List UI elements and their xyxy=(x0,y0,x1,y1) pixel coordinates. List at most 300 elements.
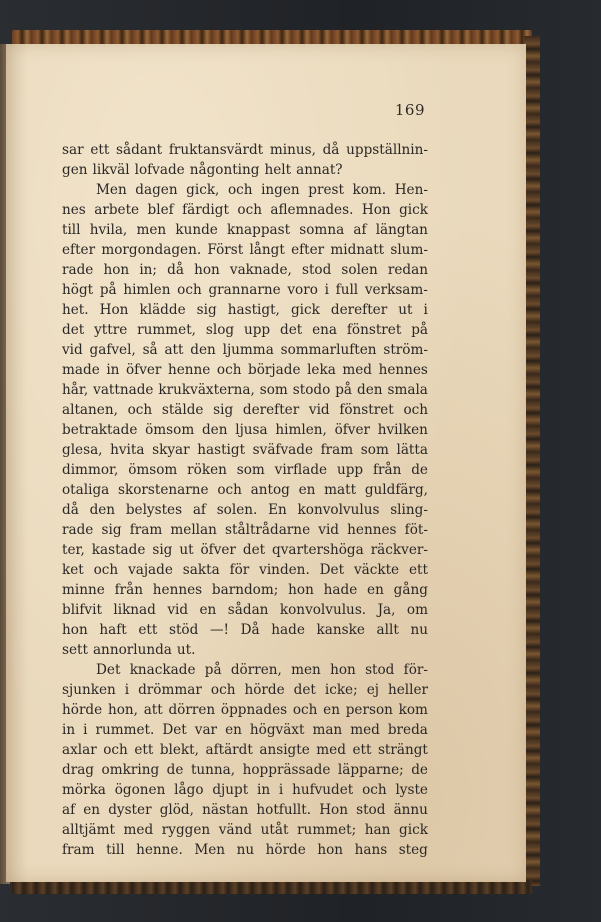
word: glöd, xyxy=(159,802,194,818)
word: i xyxy=(423,302,428,318)
word: grannarne xyxy=(208,282,281,298)
text-line xyxy=(62,200,428,220)
word: omkring xyxy=(101,762,160,778)
word: i xyxy=(324,282,329,298)
text-line xyxy=(62,220,428,240)
word: det xyxy=(62,322,85,338)
word: vid xyxy=(318,522,339,538)
word: och xyxy=(403,402,428,418)
word: hon xyxy=(288,582,314,598)
text-line xyxy=(62,340,428,360)
word: gång xyxy=(393,582,428,598)
word: upp xyxy=(243,322,271,338)
word: in xyxy=(256,782,271,798)
word: då xyxy=(322,142,340,158)
word: vid xyxy=(62,342,83,358)
word: röken xyxy=(187,462,227,478)
word: lyste xyxy=(395,782,428,798)
text-line xyxy=(62,380,428,400)
word: hufvudet xyxy=(292,782,354,798)
text-line xyxy=(62,800,428,820)
word: stod xyxy=(301,262,332,278)
word: aflemnades. xyxy=(270,202,354,218)
word: och xyxy=(362,782,387,798)
word: glesa, xyxy=(62,442,103,458)
word: redan xyxy=(387,262,428,278)
word: om xyxy=(406,602,428,618)
word: tunna, xyxy=(190,762,236,778)
word: ingen xyxy=(261,182,300,198)
word: Hen- xyxy=(394,182,428,198)
word: det xyxy=(242,542,266,558)
word: stöd xyxy=(168,622,199,638)
word: in xyxy=(106,362,120,378)
word: solen. xyxy=(216,502,258,518)
text-line xyxy=(62,540,428,560)
word: Hon xyxy=(99,302,129,318)
word: då xyxy=(62,502,79,518)
word: kom. xyxy=(352,182,387,198)
word: nu xyxy=(410,622,428,638)
word: sig xyxy=(152,542,173,558)
word: helt xyxy=(264,162,292,178)
word: liknad xyxy=(113,602,156,618)
word: öfver xyxy=(200,542,236,558)
text-line xyxy=(62,720,428,740)
word: mörka xyxy=(62,782,106,798)
word: skyar xyxy=(152,442,190,458)
word: och xyxy=(210,682,236,698)
word: ett xyxy=(408,562,428,578)
text-line xyxy=(62,420,428,440)
word: kunde xyxy=(175,222,218,238)
text-line xyxy=(62,840,428,860)
word: ljumma xyxy=(222,342,274,358)
word: nu xyxy=(236,842,255,858)
word: gick xyxy=(290,302,320,318)
word: för xyxy=(229,562,250,578)
word: Det xyxy=(96,662,121,678)
word: himlen, xyxy=(275,422,327,438)
word: men xyxy=(291,662,321,678)
word: af xyxy=(62,802,76,818)
word: nes xyxy=(62,202,86,218)
word: fram xyxy=(129,522,163,538)
word: fönstret xyxy=(339,402,394,418)
word: slog xyxy=(205,322,235,338)
body-text xyxy=(62,140,428,860)
word: på xyxy=(99,282,117,298)
word: ryggen xyxy=(161,822,211,838)
word: öfver xyxy=(125,362,162,378)
word: den xyxy=(89,502,116,518)
text-line xyxy=(62,260,428,280)
word: ström- xyxy=(383,342,428,358)
word: högväxt xyxy=(249,722,305,738)
text-line xyxy=(62,580,428,600)
word: med xyxy=(316,742,346,758)
text-line xyxy=(62,460,428,480)
word: längtan xyxy=(375,222,428,238)
word: stod xyxy=(365,662,395,678)
word: och xyxy=(227,182,253,198)
word: full xyxy=(335,282,359,298)
word: breda xyxy=(387,722,428,738)
word: dyster xyxy=(108,802,152,818)
word: Ja, xyxy=(377,602,396,618)
word: hvilken xyxy=(377,422,428,438)
word: räckver- xyxy=(370,542,428,558)
word: fönstret xyxy=(346,322,402,338)
word: ett xyxy=(90,142,110,158)
word: solen xyxy=(341,262,378,278)
word: mellan xyxy=(170,522,217,538)
word: leka xyxy=(307,362,336,378)
word: alltjämt xyxy=(62,822,115,838)
word: sett xyxy=(62,642,88,658)
word: hår, xyxy=(62,382,89,398)
word: hörde xyxy=(265,842,306,858)
word: strängt xyxy=(377,742,428,758)
text-line xyxy=(62,660,428,680)
word: högt xyxy=(62,282,94,298)
word: och xyxy=(177,282,202,298)
word: långt xyxy=(249,242,285,258)
word: dimmor, xyxy=(62,462,119,478)
word: konvolvulus xyxy=(297,502,380,518)
word: ena xyxy=(312,322,338,338)
text-line xyxy=(62,680,428,700)
word: väckte xyxy=(353,562,400,578)
word: gick, xyxy=(186,182,220,198)
word: Men xyxy=(96,182,127,198)
word: och xyxy=(93,562,119,578)
word: in xyxy=(62,722,76,738)
word: de xyxy=(166,762,184,778)
word: med xyxy=(123,822,154,838)
word: gick xyxy=(399,202,428,218)
word: person xyxy=(345,702,393,718)
word: vinden. xyxy=(259,562,310,578)
word: de xyxy=(411,762,428,778)
word: stod xyxy=(356,802,386,818)
word: då xyxy=(167,262,184,278)
text-line xyxy=(62,760,428,780)
word: derefter xyxy=(330,302,388,318)
word: sig xyxy=(101,522,122,538)
word: efter xyxy=(291,242,325,258)
word: morgondagen. xyxy=(101,242,202,258)
word: guldfärg, xyxy=(364,482,428,498)
text-line xyxy=(62,520,428,540)
word: rummet; xyxy=(297,822,357,838)
word: stodo xyxy=(292,382,331,398)
word: till xyxy=(106,842,125,858)
book-cover-right-edge xyxy=(524,36,540,886)
word: en xyxy=(83,802,101,818)
word: utåt xyxy=(260,822,289,838)
word: någonting xyxy=(189,162,260,178)
word: steg xyxy=(398,842,428,858)
word: altanen, xyxy=(62,402,118,418)
word: kanske xyxy=(316,622,365,638)
book-cover-bottom-edge xyxy=(12,880,532,894)
word: Det xyxy=(162,722,187,738)
word: hon xyxy=(330,662,356,678)
word: öppnades xyxy=(220,702,288,718)
word: sakta xyxy=(182,562,220,578)
text-line xyxy=(62,360,428,380)
word: gafvel, xyxy=(89,342,136,358)
word: belystes xyxy=(125,502,183,518)
word: i xyxy=(278,782,284,798)
word: man xyxy=(312,722,343,738)
text-line xyxy=(62,400,428,420)
text-line xyxy=(62,820,428,840)
word: blef xyxy=(147,202,174,218)
word: minus, xyxy=(269,142,316,158)
word: på xyxy=(411,322,428,338)
text-line xyxy=(62,180,428,200)
word: sådant xyxy=(116,142,163,158)
word: vänd xyxy=(218,822,253,838)
word: och xyxy=(217,482,242,498)
text-line xyxy=(62,560,428,580)
word: i xyxy=(124,682,130,698)
word: —! xyxy=(209,622,229,638)
word: arbete xyxy=(94,202,140,218)
text-line xyxy=(62,140,428,160)
word: rummet. xyxy=(95,722,155,738)
page-number: 169 xyxy=(394,101,425,119)
word: så xyxy=(142,342,158,358)
word: somna xyxy=(299,222,345,238)
word: den xyxy=(357,382,383,398)
word: himlen xyxy=(123,282,171,298)
word: hennes xyxy=(347,522,397,538)
word: gick xyxy=(399,822,428,838)
word: derefter xyxy=(242,402,300,418)
word: djupt xyxy=(212,782,249,798)
word: het. xyxy=(62,302,89,318)
word: ej xyxy=(366,682,379,698)
word: fram xyxy=(62,842,95,858)
word: drag xyxy=(62,762,95,778)
word: ögonen xyxy=(114,782,166,798)
word: en xyxy=(323,702,340,718)
word: färdigt xyxy=(182,202,229,218)
word: öfver xyxy=(334,422,371,438)
word: henne xyxy=(168,362,211,378)
word: en xyxy=(367,582,384,598)
word: rummet, xyxy=(137,322,196,338)
word: vid xyxy=(167,602,189,618)
word: var xyxy=(194,722,218,738)
word: skorstenarne xyxy=(118,482,209,498)
word: kastade xyxy=(91,542,146,558)
text-line xyxy=(62,780,428,800)
word: med xyxy=(350,722,380,738)
word: hon, xyxy=(107,702,138,718)
word: hennes xyxy=(378,362,428,378)
text-line xyxy=(62,300,428,320)
word: vajade xyxy=(128,562,173,578)
word: ket xyxy=(62,562,84,578)
word: Hon xyxy=(319,802,348,818)
word: hon xyxy=(194,262,220,278)
word: in; xyxy=(139,262,157,278)
word: midnatt xyxy=(330,242,385,258)
word: krukväxterna, xyxy=(158,382,255,398)
word: axlar xyxy=(62,742,97,758)
word: klädde xyxy=(139,302,186,318)
word: antog xyxy=(250,482,290,498)
text-line xyxy=(62,240,428,260)
word: hopprässade xyxy=(242,762,331,778)
word: på xyxy=(204,662,222,678)
word: och xyxy=(127,402,153,418)
word: rade xyxy=(62,262,94,278)
word: vaknade, xyxy=(229,262,292,278)
word: upp xyxy=(336,462,364,478)
word: gen xyxy=(62,162,88,178)
word: Hon xyxy=(361,202,391,218)
word: sådan xyxy=(227,602,269,618)
word: sar xyxy=(62,142,84,158)
word: sig xyxy=(196,302,217,318)
text-line xyxy=(62,640,428,660)
word: fram xyxy=(320,442,354,458)
word: som xyxy=(236,462,265,478)
word: hastigt xyxy=(197,442,246,458)
word: allt xyxy=(376,622,399,638)
word: och xyxy=(103,742,128,758)
word: hvila, xyxy=(89,222,128,238)
word: konvolvulus. xyxy=(279,602,367,618)
word: ansigte xyxy=(259,742,310,758)
word: ett xyxy=(352,742,372,758)
word: Först xyxy=(207,242,244,258)
word: att xyxy=(143,702,163,718)
word: sommarluften xyxy=(280,342,377,358)
word: föt- xyxy=(404,522,428,538)
word: dörren xyxy=(168,702,216,718)
text-line xyxy=(62,160,428,180)
word: det xyxy=(280,322,303,338)
word: som xyxy=(360,442,389,458)
word: från xyxy=(114,582,143,598)
word: det xyxy=(293,682,316,698)
word: likväl xyxy=(92,162,130,178)
word: ännu xyxy=(393,802,428,818)
word: ter, xyxy=(62,542,85,558)
word: matt xyxy=(324,482,357,498)
word: en xyxy=(199,602,217,618)
word: vid xyxy=(308,402,330,418)
word: aftärdt xyxy=(205,742,253,758)
text-line xyxy=(62,320,428,340)
word: hörde xyxy=(62,702,103,718)
word: och xyxy=(216,362,242,378)
word: Men xyxy=(194,842,226,858)
word: han xyxy=(364,822,391,838)
word: den xyxy=(190,342,216,358)
word: hon xyxy=(317,842,344,858)
word: en xyxy=(298,482,316,498)
word: dagen xyxy=(135,182,178,198)
word: Då xyxy=(240,622,260,638)
word: hvita xyxy=(110,442,145,458)
word: nästan xyxy=(202,802,249,818)
word: med xyxy=(342,362,372,378)
word: ett xyxy=(138,622,158,638)
word: knackade xyxy=(129,662,196,678)
word: de xyxy=(411,462,428,478)
word: ett xyxy=(134,742,154,758)
word: af xyxy=(192,502,206,518)
word: vattnade xyxy=(93,382,154,398)
word: dörren, xyxy=(230,662,282,678)
word: hade xyxy=(271,622,305,638)
word: lofvade xyxy=(134,162,185,178)
word: slum- xyxy=(390,242,428,258)
text-line xyxy=(62,600,428,620)
word: rade xyxy=(62,522,94,538)
word: yttre xyxy=(94,322,128,338)
word: började xyxy=(248,362,301,378)
word: henne. xyxy=(136,842,183,858)
word: hon xyxy=(103,262,130,278)
word: ömsom xyxy=(128,462,178,478)
text-line xyxy=(62,700,428,720)
word: som xyxy=(259,382,288,398)
word: läpparne; xyxy=(337,762,404,778)
word: ljusa xyxy=(235,422,268,438)
word: ståltrådarne xyxy=(225,522,311,538)
word: i xyxy=(83,722,88,738)
word: knappast xyxy=(227,222,291,238)
text-line xyxy=(62,500,428,520)
word: men xyxy=(136,222,167,238)
word: prest xyxy=(308,182,344,198)
word: smala xyxy=(387,382,428,398)
word: annorlunda xyxy=(92,642,172,658)
word: blifvit xyxy=(62,602,102,618)
word: den xyxy=(201,422,228,438)
word: att xyxy=(164,342,184,358)
word: ömsom xyxy=(145,422,195,438)
word: uppställnin- xyxy=(346,142,428,158)
word: sig xyxy=(213,402,234,418)
text-line xyxy=(62,480,428,500)
word: virflade xyxy=(274,462,328,478)
word: betraktade xyxy=(62,422,138,438)
word: otaliga xyxy=(62,482,110,498)
word: efter xyxy=(62,242,96,258)
text-line xyxy=(62,440,428,460)
word: på xyxy=(335,382,353,398)
word: hon xyxy=(62,622,88,638)
word: hennes xyxy=(152,582,203,598)
word: af xyxy=(353,222,367,238)
word: minne xyxy=(62,582,105,598)
word: icke; xyxy=(324,682,358,698)
word: lätta xyxy=(396,442,428,458)
word: ut xyxy=(398,302,413,318)
word: en xyxy=(225,722,242,738)
word: från xyxy=(372,462,402,478)
word: hörde xyxy=(244,682,285,698)
